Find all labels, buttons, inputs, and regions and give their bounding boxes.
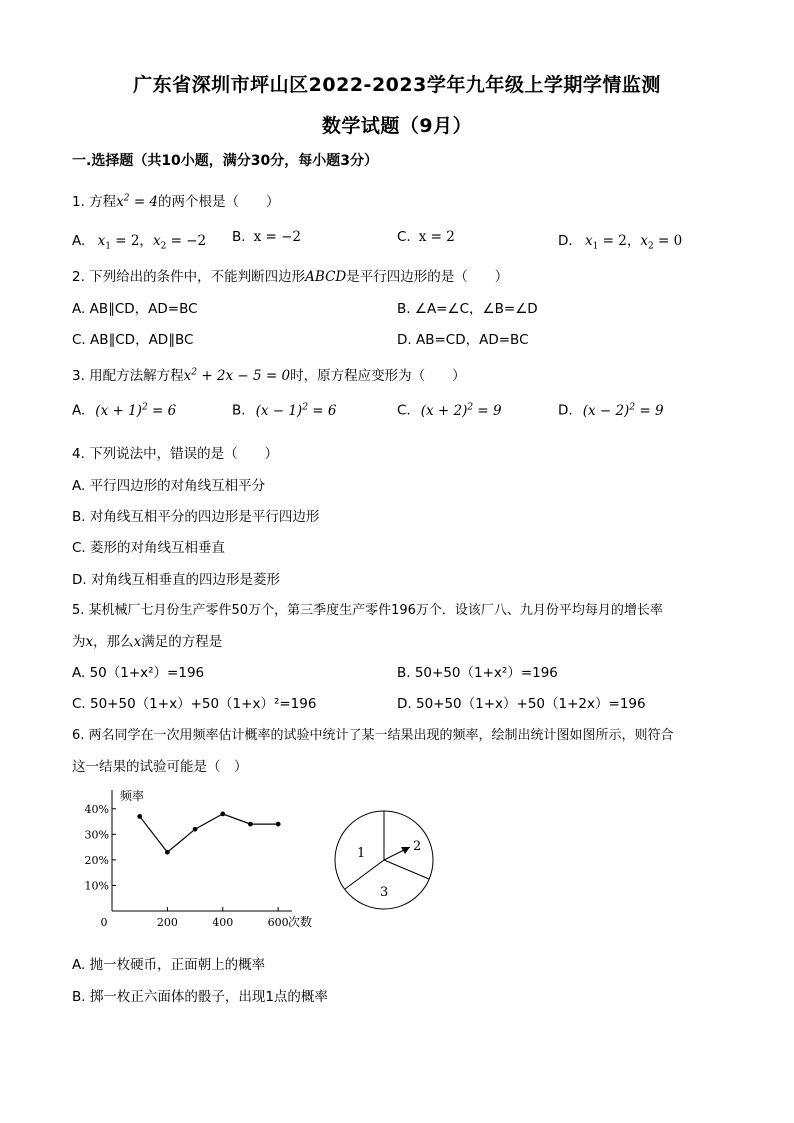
q6-option-a: A. 抛一枚硬币，正面朝上的概率 [72, 957, 266, 973]
data-point [193, 827, 198, 832]
y-tick-label: 10% [84, 879, 109, 893]
spinner-diagram [330, 800, 440, 920]
x-tick-label: 0 [100, 916, 108, 929]
q4-option-c: C. 菱形的对角线互相垂直 [72, 540, 226, 556]
q3-stem: 3. 用配方法解方程$x^2 + 2x - 5 = 0$时，原方程应变形为（ ） [72, 367, 466, 384]
q5-stem-line2: 为x，那么x满足的方程是 [72, 634, 223, 650]
y-tick-label: 20% [84, 853, 109, 867]
q3-option-d: D. $(x - 2)^2 = 9$ [558, 402, 664, 419]
q2-option-b: B. ∠A=∠C，∠B=∠D [397, 301, 538, 317]
q1-equation: $x^2 = 4$ [116, 193, 159, 210]
q5-option-b: B. 50+50（1+x²）=196 [397, 665, 558, 681]
section-heading: 一.选择题（共10小题，满分30分，每小题3分） [72, 153, 379, 169]
q2-option-a: A. AB∥CD，AD=BC [72, 301, 198, 317]
q1-option-b: B. x = −2 [232, 229, 301, 245]
x-axis-label: 次数 [288, 915, 312, 929]
q4-option-b: B. 对角线互相平分的四边形是平行四边形 [72, 509, 320, 525]
q4-option-a: A. 平行四边形的对角线互相平分 [72, 478, 266, 494]
spinner-divider-right [384, 860, 429, 879]
q2-stem: 2. 下列给出的条件中，不能判断四边形ABCD是平行四边形的是（ ） [72, 269, 509, 285]
q1-option-d: D. $x_1 = 2$，$x_2 = 0$ [558, 233, 683, 252]
option-label: A. [72, 233, 86, 249]
spinner-label-2: 2 [413, 839, 422, 854]
exam-title-line1: 广东省深圳市坪山区2022-2023学年九年级上学期学情监测 [133, 74, 661, 96]
q1-lead: 1. 方程 [72, 194, 117, 210]
q6-stem-line1: 6. 两名同学在一次用频率估计概率的试验中统计了某一结果出现的频率，绘制出统计图如图所示，则符合 [72, 728, 674, 743]
data-point [248, 822, 253, 827]
q2-option-d: D. AB=CD，AD=BC [397, 332, 529, 348]
data-point [137, 814, 142, 819]
y-tick-label: 30% [84, 828, 109, 842]
q1-option-a: A. $x_1 = 2$，$x_2 = -2$ [72, 233, 207, 252]
frequency-line-chart [72, 782, 312, 932]
q5-option-c: C. 50+50（1+x）+50（1+x）²=196 [72, 696, 317, 712]
spinner-divider-left [345, 860, 384, 889]
q6-option-b: B. 掷一枚正六面体的骰子，出现1点的概率 [72, 989, 328, 1005]
y-tick-label: 40% [84, 802, 109, 816]
q2-option-c: C. AB∥CD，AD∥BC [72, 332, 194, 348]
q3-option-a: A. $(x + 1)^2 = 6$ [72, 402, 177, 419]
exam-title-line2: 数学试题（9月） [321, 115, 473, 137]
x-tick-label: 200 [156, 916, 178, 929]
data-point [165, 850, 170, 855]
x-tick-label: 600 [267, 916, 289, 929]
q6-stem-line2: 这一结果的试验可能是（ ） [72, 759, 248, 775]
data-point [276, 822, 281, 827]
q1-stem [72, 190, 280, 210]
q5-option-a: A. 50（1+x²）=196 [72, 665, 205, 681]
q4-option-d: D. 对角线互相垂直的四边形是菱形 [72, 572, 280, 588]
q4-stem: 4. 下列说法中，错误的是（ ） [72, 446, 279, 462]
spinner-label-3: 3 [380, 885, 389, 900]
data-point [220, 811, 225, 816]
q1-tail: 的两个根是（ ） [158, 194, 280, 210]
x-tick-label: 400 [212, 916, 234, 929]
q5-option-d: D. 50+50（1+x）+50（1+2x）=196 [397, 696, 646, 712]
spinner-label-1: 1 [357, 846, 366, 861]
q3-option-b: B. $(x - 1)^2 = 6$ [232, 402, 337, 419]
q3-option-c: C. $(x + 2)^2 = 9$ [397, 402, 502, 419]
frequency-series-line [140, 814, 278, 852]
q5-stem-line1: 5. 某机械厂七月份生产零件50万个，第三季度生产零件196万个．设该厂八、九月份平均每月的增长率 [72, 603, 663, 618]
q1-option-c: C. x = 2 [397, 229, 455, 245]
y-axis-label: 频率 [120, 789, 145, 803]
